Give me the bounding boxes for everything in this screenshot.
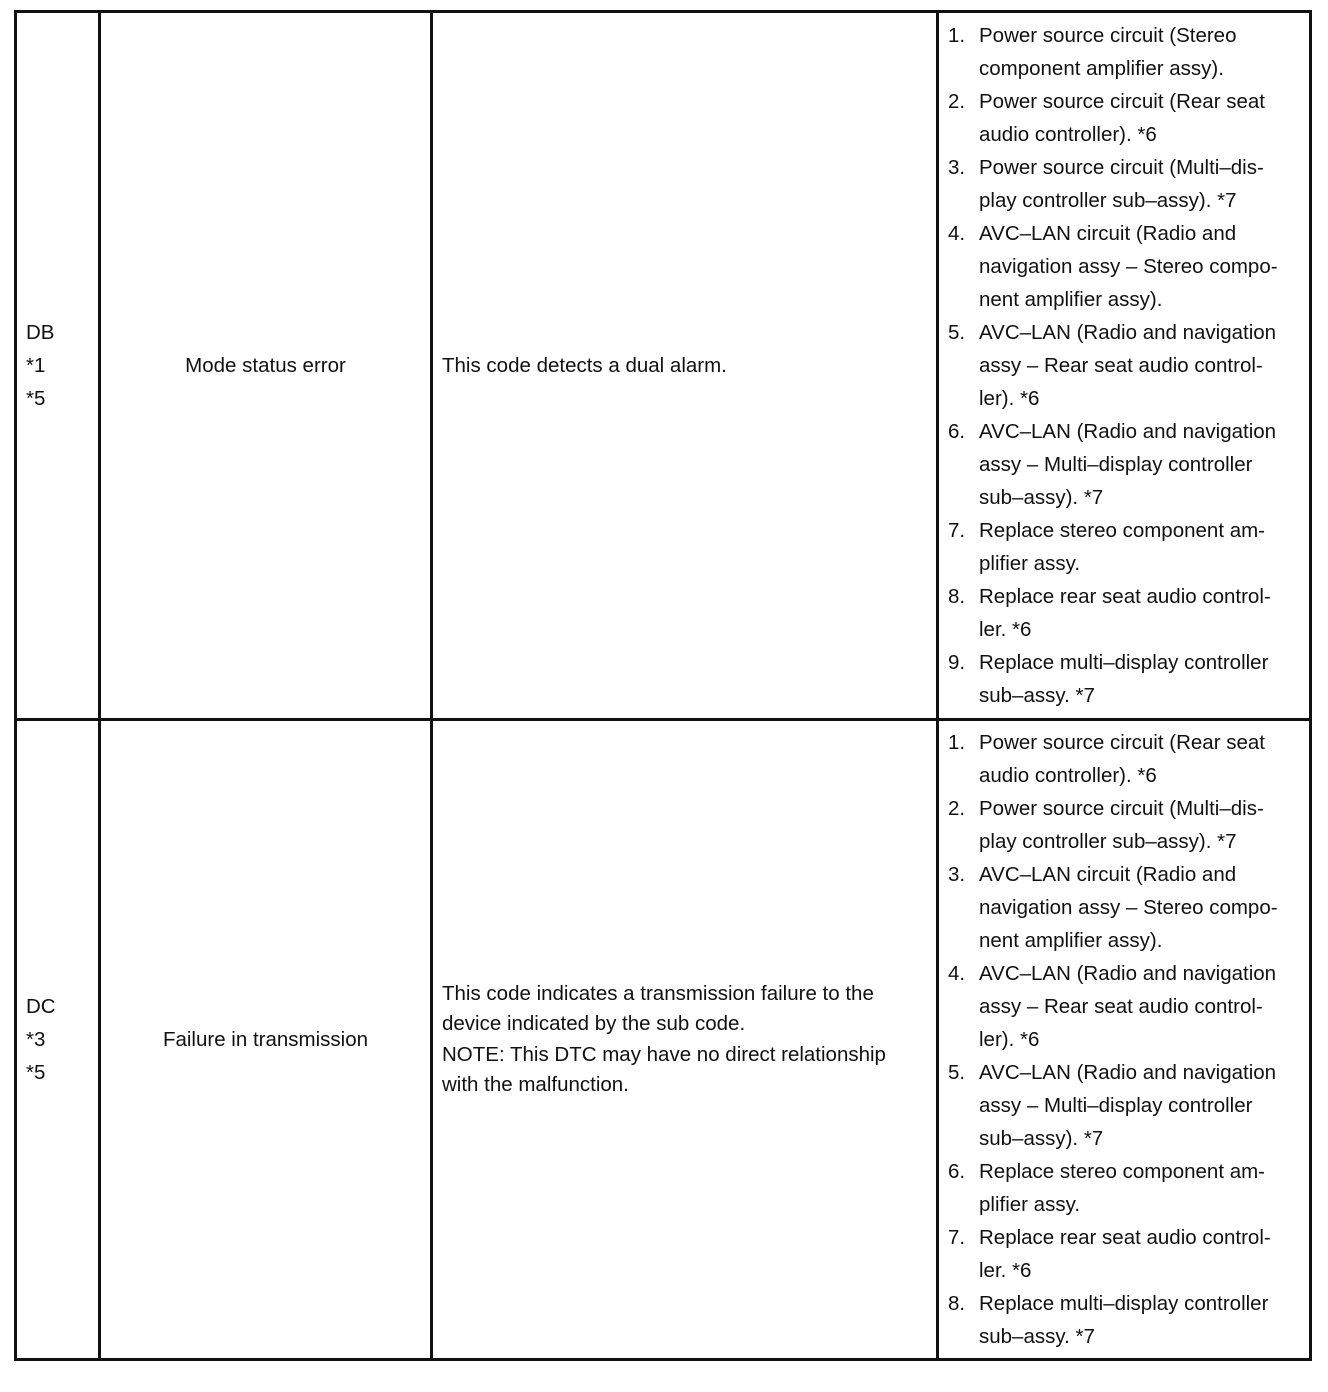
trouble-area-item [948, 316, 1301, 415]
trouble-area-item [948, 151, 1301, 217]
item-text: assy – Rear seat audio control- [979, 354, 1263, 377]
item-number: 9. [948, 651, 966, 674]
trouble-area-item [948, 957, 1301, 1056]
item-text: AVC–LAN circuit (Radio and [979, 222, 1237, 245]
item-number: 2. [948, 90, 966, 113]
item-text: ler). *6 [979, 1028, 1040, 1051]
item-text: Replace rear seat audio control- [979, 585, 1271, 608]
item-text: sub–assy). *7 [979, 1127, 1104, 1150]
dtc-code-cell [16, 720, 100, 1360]
item-text: play controller sub–assy). *7 [979, 830, 1237, 853]
trouble-area-item [948, 1155, 1301, 1221]
trouble-area-item [948, 415, 1301, 514]
item-number: 4. [948, 962, 966, 985]
dtc-code-cell [16, 12, 100, 720]
item-number: 7. [948, 1226, 966, 1249]
item-text: Power source circuit (Multi–dis- [979, 156, 1264, 179]
trouble-area-item [948, 792, 1301, 858]
trouble-area-item [948, 858, 1301, 957]
item-text: assy – Rear seat audio control- [979, 995, 1263, 1018]
description-line: device indicated by the sub code. [442, 1012, 746, 1035]
dtc-code: DC [26, 995, 56, 1018]
item-number: 4. [948, 222, 966, 245]
item-text: navigation assy – Stereo compo- [979, 255, 1278, 278]
item-text: assy – Multi–display controller [979, 453, 1253, 476]
trouble-area-item [948, 580, 1301, 646]
item-number: 8. [948, 1292, 966, 1315]
item-text: plifier assy. [979, 1193, 1081, 1216]
item-number: 3. [948, 863, 966, 886]
dtc-footnote: *1 [26, 354, 46, 377]
item-text: audio controller). *6 [979, 764, 1157, 787]
dtc-table [14, 10, 1312, 1361]
trouble-area-item [948, 726, 1301, 792]
item-text: Replace multi–display controller [979, 1292, 1269, 1315]
item-text: Power source circuit (Multi–dis- [979, 797, 1264, 820]
detection-item: Mode status error [185, 354, 346, 377]
trouble-area-item [948, 19, 1301, 85]
item-text: AVC–LAN (Radio and navigation [979, 420, 1277, 443]
item-number: 6. [948, 1160, 966, 1183]
detection-item-cell [100, 12, 432, 720]
item-text: Replace stereo component am- [979, 519, 1266, 542]
item-text: assy – Multi–display controller [979, 1094, 1253, 1117]
dtc-footnote: *5 [26, 1061, 46, 1084]
item-text: play controller sub–assy). *7 [979, 189, 1237, 212]
item-number: 2. [948, 797, 966, 820]
dtc-code: DB [26, 321, 55, 344]
item-number: 8. [948, 585, 966, 608]
item-text: component amplifier assy). [979, 57, 1224, 80]
detection-item: Failure in transmission [162, 1028, 369, 1051]
trouble-area-item [948, 646, 1301, 712]
item-text: sub–assy. *7 [979, 1325, 1095, 1348]
trouble-area-item [948, 1221, 1301, 1287]
detection-item-cell [100, 720, 432, 1360]
trouble-area-item [948, 1287, 1301, 1353]
item-text: ler). *6 [979, 387, 1040, 410]
item-text: nent amplifier assy). [979, 288, 1163, 311]
item-number: 6. [948, 420, 966, 443]
trouble-area-item [948, 1056, 1301, 1155]
description-note: with the malfunction. [442, 1073, 629, 1096]
item-text: AVC–LAN (Radio and navigation [979, 321, 1277, 344]
item-text: sub–assy). *7 [979, 486, 1104, 509]
item-number: 1. [948, 731, 966, 754]
description-note: NOTE: This DTC may have no direct relationship [442, 1042, 886, 1066]
item-number: 7. [948, 519, 966, 542]
item-text: navigation assy – Stereo compo- [979, 896, 1278, 919]
item-text: Power source circuit (Rear seat [979, 90, 1265, 113]
item-text: AVC–LAN circuit (Radio and [979, 863, 1237, 886]
trouble-area-item [948, 514, 1301, 580]
description-line: This code indicates a transmission failure to the [442, 981, 874, 1005]
item-text: Replace rear seat audio control- [979, 1226, 1271, 1249]
item-text: Power source circuit (Stereo [979, 24, 1237, 47]
item-number: 3. [948, 156, 966, 179]
item-text: plifier assy. [979, 552, 1081, 575]
item-text: Replace stereo component am- [979, 1160, 1266, 1183]
item-text: nent amplifier assy). [979, 929, 1163, 952]
item-text: Replace multi–display controller [979, 651, 1269, 674]
trouble-area-cell [938, 720, 1311, 1360]
description-cell [432, 12, 938, 720]
dtc-footnote: *3 [26, 1028, 46, 1051]
item-text: AVC–LAN (Radio and navigation [979, 1061, 1277, 1084]
dtc-row-dc [16, 720, 1311, 1360]
description-cell [432, 720, 938, 1360]
item-text: ler. *6 [979, 1259, 1032, 1282]
description-line: This code detects a dual alarm. [442, 354, 727, 377]
trouble-area-list [948, 19, 1301, 712]
item-number: 1. [948, 24, 966, 47]
dtc-footnote: *5 [26, 387, 46, 410]
item-text: audio controller). *6 [979, 123, 1157, 146]
item-number: 5. [948, 321, 966, 344]
trouble-area-item [948, 85, 1301, 151]
trouble-area-list [948, 726, 1301, 1353]
item-number: 5. [948, 1061, 966, 1084]
dtc-row-db [16, 12, 1311, 720]
trouble-area-cell [938, 12, 1311, 720]
item-text: sub–assy. *7 [979, 684, 1095, 707]
item-text: Power source circuit (Rear seat [979, 731, 1265, 754]
item-text: AVC–LAN (Radio and navigation [979, 962, 1277, 985]
item-text: ler. *6 [979, 618, 1032, 641]
trouble-area-item [948, 217, 1301, 316]
